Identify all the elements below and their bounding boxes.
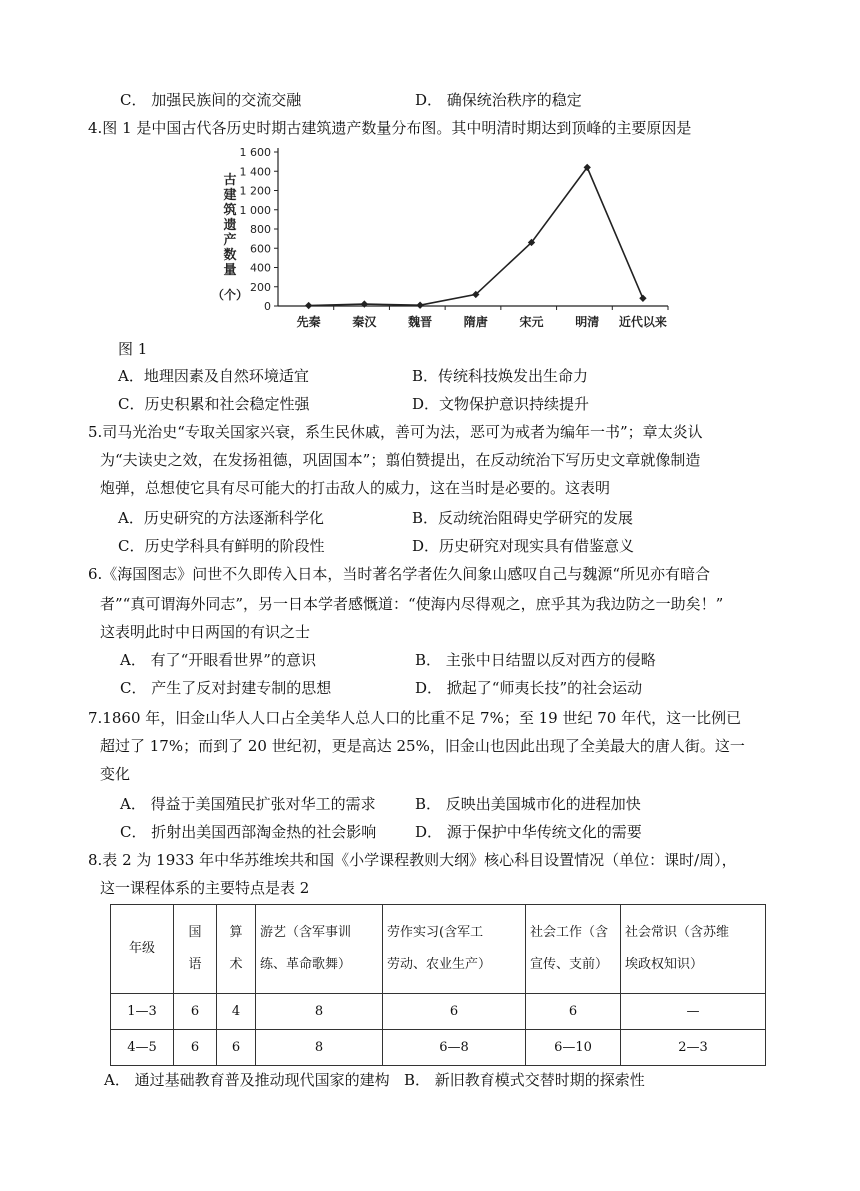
x-axis-ticks [297, 306, 668, 329]
y-axis-label-char: 筑 [223, 203, 237, 218]
q5-option-c: C．历史学科具有鲜明的阶段性 [118, 537, 325, 555]
y-tick-label: 400 [250, 261, 271, 275]
ancient-architecture-line-chart [211, 142, 680, 342]
header-cell-chinese: 国 语 [174, 905, 217, 994]
y-tick-label: 1 000 [239, 203, 271, 217]
series-line [309, 167, 643, 305]
q3-option-c: C． 加强民族间的交流交融 [120, 91, 302, 109]
y-tick-label: 0 [264, 300, 271, 313]
header-cell-social-work: 社会工作（含 宣传、支前） [526, 905, 621, 994]
table-cell: 8 [256, 994, 383, 1030]
q5-option-b: B．反动统治阻碍史学研究的发展 [412, 509, 634, 527]
y-tick-label: 600 [250, 242, 271, 256]
q6-option-d: D． 掀起了“师夷长技”的社会运动 [415, 679, 643, 697]
q7-option-d: D． 源于保护中华传统文化的需要 [415, 823, 642, 841]
table-cell: 4 [217, 994, 256, 1030]
y-axis-label-char: 遗 [223, 218, 237, 233]
y-tick-label: 1 600 [239, 146, 271, 159]
q6-option-b: B． 主张中日结盟以反对西方的侵略 [415, 651, 656, 669]
q4-stem: 4.图 1 是中国古代各历史时期古建筑遗产数量分布图。其中明清时期达到顶峰的主要原因是 [88, 119, 692, 137]
table-row [111, 1030, 766, 1066]
table-cell: 1—3 [111, 994, 174, 1030]
y-axis-label-char: 量 [223, 263, 237, 278]
figure-1-label: 图 1 [118, 340, 148, 358]
y-tick-label: 1 400 [239, 165, 271, 179]
x-tick-label: 魏晋 [408, 315, 433, 329]
q6-option-c: C． 产生了反对封建专制的思想 [120, 679, 332, 697]
data-point-先秦 [305, 302, 312, 309]
q5-line-2: 为“夫读史之效，在发扬祖德，巩固国本”；翦伯赞提出，在反动统治下写历史文章就像制造 [100, 451, 701, 469]
table-cell: 8 [256, 1030, 383, 1066]
header-cell-labor: 劳作实习(含军工 劳动、农业生产） [383, 905, 526, 994]
table-cell: 6 [383, 994, 526, 1030]
data-point-近代以来 [639, 295, 646, 302]
table-row [111, 994, 766, 1030]
header-cell-social-knowledge: 社会常识（含苏维 埃政权知识） [621, 905, 766, 994]
q5-line-1: 5.司马光治史“专取关国家兴衰，系生民休戚，善可为法，恶可为戒者为编年一书”；章太炎认 [88, 423, 703, 441]
q3-option-d: D． 确保统治秩序的稳定 [415, 91, 582, 109]
q8-line-2: 这一课程体系的主要特点是表 2 [100, 879, 310, 897]
y-tick-label: 800 [250, 223, 271, 236]
y-tick-label: 1 200 [239, 184, 271, 198]
y-tick-label: 200 [250, 280, 271, 294]
table-cell: 6—8 [383, 1030, 526, 1066]
table-cell: 4—5 [111, 1030, 174, 1066]
x-tick-label: 隋唐 [463, 315, 488, 329]
q6-line-3: 这表明此时中日两国的有识之士 [100, 623, 311, 641]
x-tick-label: 秦汉 [352, 315, 377, 329]
q4-option-a: A．地理因素及自然环境适宜 [118, 367, 309, 385]
x-tick-label: 宋元 [519, 315, 544, 329]
curriculum-table [110, 904, 766, 1066]
table-cell: 2—3 [621, 1030, 766, 1066]
q6-line-1: 6.《海国图志》问世不久即传入日本，当时著名学者佐久间象山感叹自己与魏源“所见亦有暗合 [88, 565, 710, 583]
q7-line-1: 7.1860 年，旧金山华人人口占全美华人总人口的比重不足 7%；至 19 世纪 70 年代，这一比例已 [88, 709, 742, 727]
header-cell-grade: 年级 [111, 905, 174, 994]
q7-option-a: A． 得益于美国殖民扩张对华工的需求 [120, 795, 376, 813]
table-cell: 6 [174, 994, 217, 1030]
q8-option-b: B． 新旧教育模式交替时期的探索性 [404, 1071, 645, 1089]
q7-line-3: 变化 [100, 765, 131, 783]
table-cell: — [621, 994, 766, 1030]
y-axis-label-unit: （个） [211, 288, 249, 302]
table-cell: 6 [526, 994, 621, 1030]
table-cell: 6 [174, 1030, 217, 1066]
q5-line-3: 炮弹，总想使它具有尽可能大的打击敌人的威力，这在当时是必要的。这表明 [100, 479, 611, 497]
q8-line-1: 8.表 2 为 1933 年中华苏维埃共和国《小学课程教则大纲》核心科目设置情况（单位：课时/周）， [88, 851, 737, 869]
q7-line-2: 超过了 17%；而到了 20 世纪初，更是高达 25%，旧金山也因此出现了全美最大的唐人街。这一 [100, 737, 745, 755]
data-point-魏晋 [416, 302, 423, 309]
header-cell-math: 算 术 [217, 905, 256, 994]
q5-option-a: A．历史研究的方法逐渐科学化 [118, 509, 324, 527]
y-axis-label-char: 建 [223, 188, 237, 203]
header-cell-arts: 游艺（含军事训 练、革命歌舞） [256, 905, 383, 994]
y-axis-label-char: 古 [223, 173, 237, 188]
y-axis-label-char: 数 [223, 248, 237, 263]
table-header-row [111, 905, 766, 994]
q6-option-a: A． 有了“开眼看世界”的意识 [120, 651, 316, 669]
table-cell: 6—10 [526, 1030, 621, 1066]
y-axis-label-char: 产 [223, 233, 237, 248]
q5-option-d: D．历史研究对现实具有借鉴意义 [412, 537, 635, 555]
x-tick-label: 近代以来 [618, 315, 667, 329]
x-tick-label: 明清 [575, 315, 600, 329]
data-point-秦汉 [361, 300, 368, 307]
q4-option-b: B．传统科技焕发出生命力 [412, 367, 589, 385]
q6-line-2: 者”“真可谓海外同志”，另一日本学者感慨道：“使海内尽得观之，庶乎其为我边防之一助矣！” [100, 595, 724, 613]
q4-option-d: D．文物保护意识持续提升 [412, 395, 590, 413]
q7-option-b: B． 反映出美国城市化的进程加快 [415, 795, 641, 813]
q8-option-a: A． 通过基础教育普及推动现代国家的建构 [104, 1071, 390, 1089]
q4-option-c: C．历史积累和社会稳定性强 [118, 395, 310, 413]
x-tick-label: 先秦 [296, 315, 321, 329]
table-cell: 6 [217, 1030, 256, 1066]
q7-option-c: C． 折射出美国西部淘金热的社会影响 [120, 823, 377, 841]
